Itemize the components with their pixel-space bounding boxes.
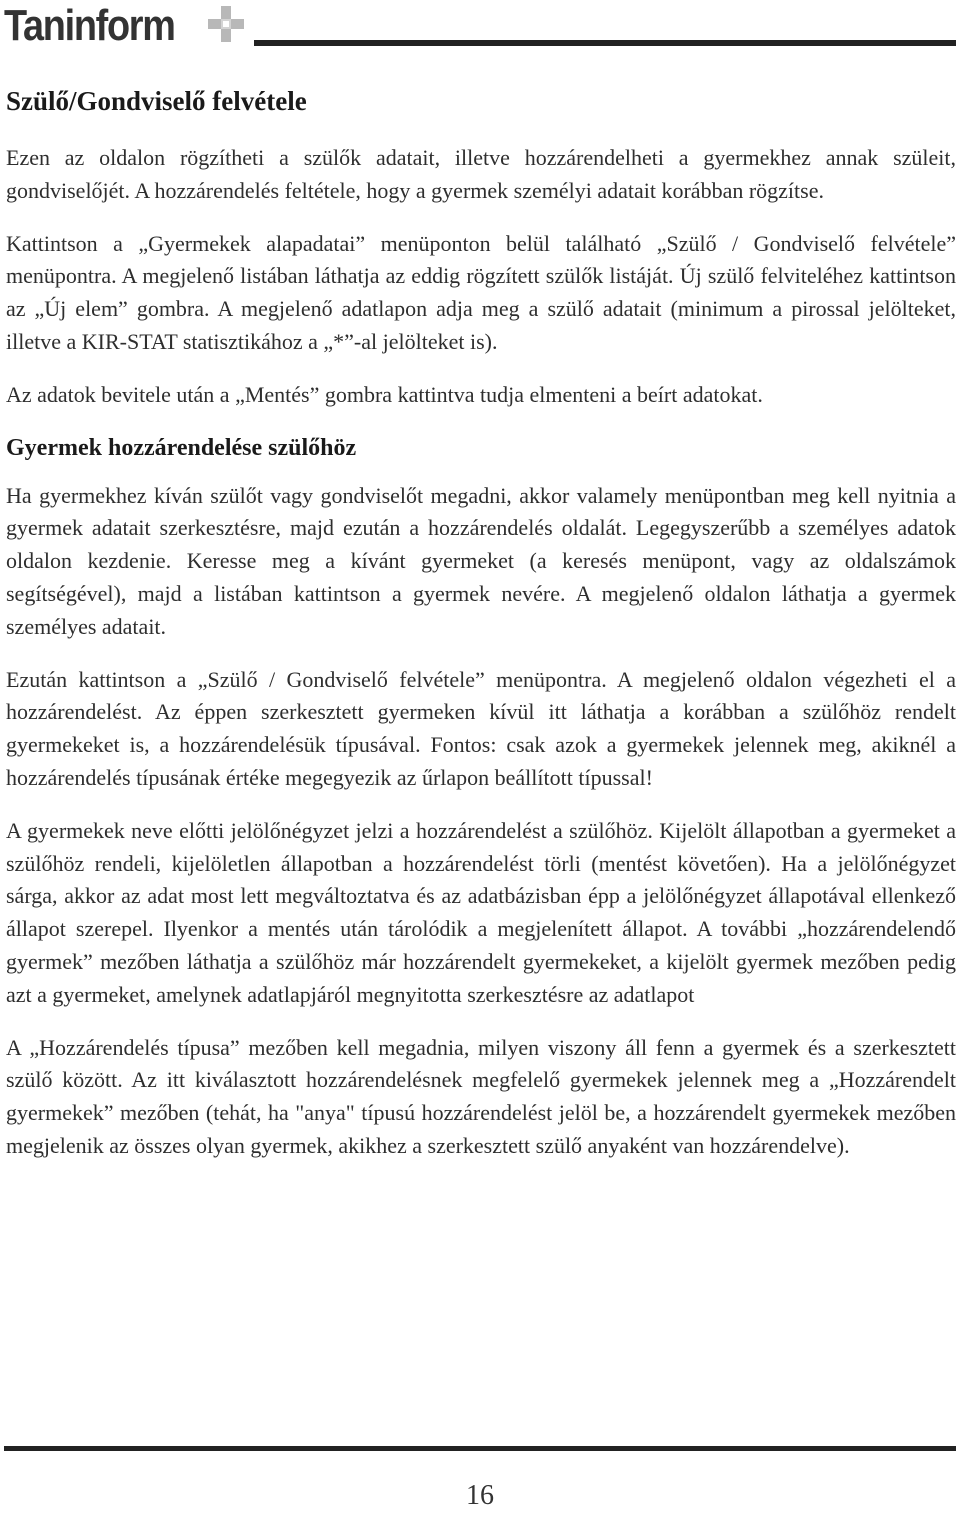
subsection-paragraph: A „Hozzárendelés típusa” mezőben kell megadnia, milyen viszony áll fenn a gyermek és a szerkesztett szülő között. Az itt kiválasztott hozzárendelésnek megfelelő gyermekek jelennek meg a „Hozzárendelt gyermekek” mezőben (tehát, ha "anya" típusú hozzárendelést jelöl be, a hozzárendelt gyermekek mezőben megjelenik az összes olyan gyermek, akikhez a szerkesztett szülő anyaként van hozzárendelve).	[6, 1034, 956, 1158]
page-number: 16	[466, 1480, 494, 1511]
page-content	[6, 82, 956, 1183]
logo-text: Taninform	[4, 1, 175, 50]
subsection-paragraph: Ha gyermekhez kíván szülőt vagy gondviselőt megadni, akkor valamely menüpontban meg kell nyitnia a gyermek adatait szerkesztésre, majd ezután a hozzárendelés oldalát. Legegyszerűbb a személyes adatok oldalon kezdenie. Keresse meg a kívánt gyermeket (a keresés menüpont, vagy az oldalszámok segítségével), majd a listában kattintson a gyermek nevére. A megjelenő oldalon láthatja a gyermek személyes adatait.	[6, 482, 956, 639]
section-paragraph: Az adatok bevitele után a „Mentés” gombra kattintva tudja elmenteni a beírt adatokat.	[6, 381, 763, 407]
taninform-logo	[4, 2, 202, 50]
subsection-title: Gyermek hozzárendelése szülőhöz	[6, 434, 357, 461]
subsection-paragraph: A gyermekek neve előtti jelölőnégyzet jelzi a hozzárendelést a szülőhöz. Kijelölt állapotban a gyermeket a szülőhöz rendeli, kijelöletlen állapotban a hozzárendelést törli (mentést követően). Ha a jelölőnégyzet sárga, akkor az adat most lett megváltoztatva és az adatbázisban épp a jelölőnégyzet állapotával ellenkező állapot szerepel. Ilyenkor a mentés után tárolódik a megjelenített állapot. A további „hozzárendelendő gyermek” mezőben láthatja a szülőhöz már hozzárendelt gyermekeket, a kijelölt gyermek mezőben pedig azt a gyermeket, amelynek adatlapjáról megnyitotta szerkesztésre az adatlapot	[6, 817, 956, 1007]
page-header	[0, 0, 960, 60]
header-divider	[254, 40, 956, 46]
subsection-paragraph: Ezután kattintson a „Szülő / Gondviselő felvétele” menüpontra. A megjelenő oldalon végezheti el a hozzárendelést. Az éppen szerkesztett gyermeken kívül itt láthatja a korábban a szülőhöz rendelt gyermekeket is, a hozzárendelésük típusával. Fontos: csak azok a gyermekek jelennek meg, akiknél a hozzárendelés típusának értéke megegyezik az űrlapon beállított típussal!	[6, 666, 956, 790]
section-title: Szülő/Gondviselő felvétele	[6, 86, 307, 116]
plus-icon	[206, 4, 246, 44]
footer-divider	[4, 1446, 956, 1451]
section-paragraph: Ezen az oldalon rögzítheti a szülők adatait, illetve hozzárendelheti a gyermekhez annak szüleit, gondviselőjét. A hozzárendelés feltétele, hogy a gyermek személyi adatait korábban rögzítse.	[6, 145, 956, 203]
section-paragraph: Kattintson a „Gyermekek alapadatai” menüponton belül található „Szülő / Gondviselő felvétele” menüpontra. A megjelenő listában láthatja az eddig rögzített szülők listáját. Új szülő felviteléhez kattintson az „Új elem” gombra. A megjelenő adatlapon adja meg a szülő adatait (minimum a pirossal jelölteket, illetve a KIR-STAT statisztikához a „*”-al jelölteket is).	[6, 230, 956, 354]
